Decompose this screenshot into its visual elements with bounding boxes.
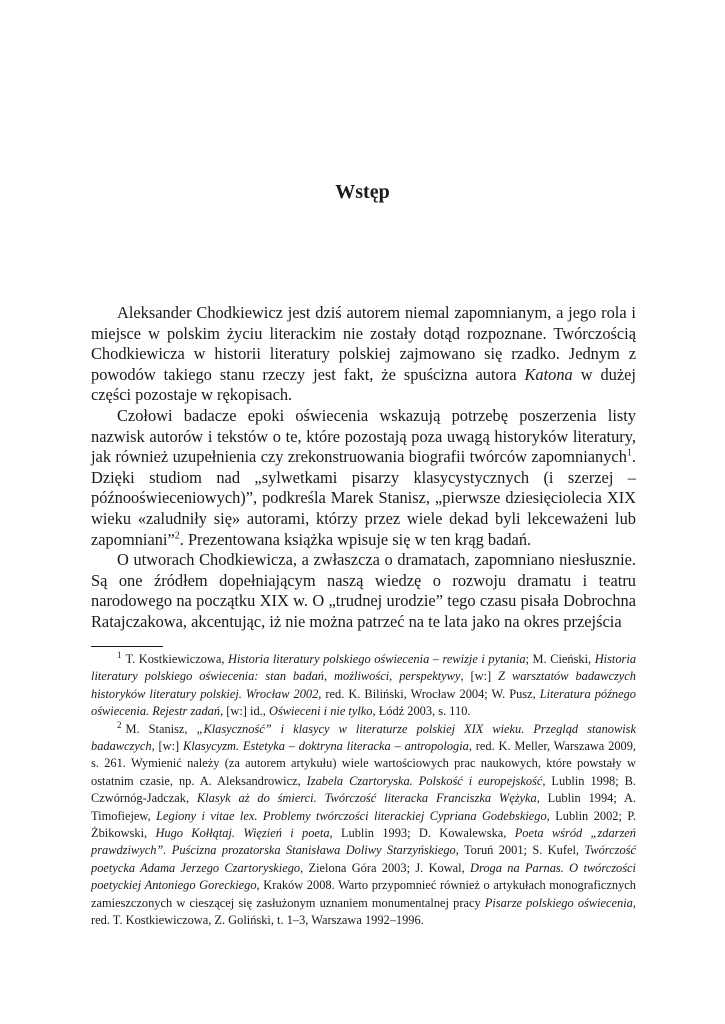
italic-text: Droga na Parnas. O twórczości poetyckiej Antoniego Goreckiego [91,860,636,893]
italic-text: Izabela Czartoryska. Polskość i europejskość [306,773,543,788]
italic-text: Pisarze polskiego oświecenia [484,895,633,910]
footnotes [91,651,636,930]
text-run: w dużej części pozostaje w rękopisach. [91,364,636,405]
text-run: , Lublin 1998; B. Czwórnóg-Jadczak, [91,773,636,806]
italic-text: Oświeceni i nie tylko [268,704,373,719]
footnote-number: 1 [117,649,122,660]
italic-text: Klasycyzm. Estetyka – doktryna literacka – antropologia [183,739,469,754]
text-run: , Kraków 2008. Warto przypomnieć również o artykułach monograficznych zamieszczonych w cieszącej się zasłużonym uznaniem monumentalnej pracy [91,878,636,910]
text-run: , red. T. Kostkiewiczowa, Z. Goliński, t. 1–3, Warszawa 1992–1996. [91,895,636,928]
text-run: , Lublin 1993; D. Kowalewska, [329,826,515,841]
italic-text: Katona [524,364,573,384]
italic-text: Twórczość poetycka Adama Jerzego Czartoryskiego [91,843,636,875]
footnote-1 [91,651,636,721]
text-run: , [w:] [151,739,183,754]
paragraph-1 [91,303,636,406]
text-run: , red. K. Meller, Warszawa 2009, s. 261. Wymienić należy (za autorem artykułu) wiele wartościowych prac naukowych, które powstały w ostatnim czasie, np. A. Aleksandrowicz, [91,739,637,788]
text-run: , [w:] id., [220,704,269,719]
main-text [91,303,636,633]
text-run: . Dzięki studiom nad „sylwetkami pisarzy klasycystycznych (i szerzej – późnooświeceniowych)”, podkreśla Marek Stanisz, „pierwsze dziesięciolecia XIX wieku «zaludniły się» autorami, którzy przez wiele dekad byli lekceważeni lub zapomniani” [91,447,636,549]
italic-text: „Klasyczność” i klasycy w literaturze polskiej XIX wieku. Przegląd stanowisk badawczych [91,721,637,754]
italic-text: Literatura późnego oświecenia. Rejestr zadań [91,686,637,719]
chapter-title: Wstęp [335,181,390,203]
footnote-separator [91,646,163,647]
footnote-2 [91,721,636,930]
italic-text: Poeta wśród „zdarzeń prawdziwych”. Puścizna prozatorska Stanisława Doliwy Starzyńskiego [91,826,636,858]
italic-text: Klasyk aż do śmierci. Twórczość literacka Franciszka Wężyka [196,791,537,806]
footnote-number: 2 [117,719,122,730]
text-run: T. Kostkiewiczowa, [125,652,228,666]
paragraph-2 [91,406,636,550]
text-run: . Prezentowana książka wpisuje się w ten krąg badań. [179,529,532,549]
text-run: , [w:] [460,669,499,684]
text-run: , Lublin 1994; A. Timofiejew, [91,791,637,823]
text-run: , Lublin 2002; P. Żbikowski, [91,808,636,841]
italic-text: Hugo Kołłątaj. Więzień i poeta [155,826,330,841]
text-run: Czołowi badacze epoki oświecenia wskazują potrzebę poszerzenia listy nazwisk autorów i tekstów o te, które pozostają poza uwagą historyków literatury, jak również uzupełnienia czy zrekonstruowania biografii twórców zapomnianych [91,405,636,467]
italic-text: Historia literatury polskiego oświecenia – rewizje i pytania [228,652,526,666]
text-run: ; M. Cieński, [525,652,595,666]
text-run: , Zielona Góra 2003; J. Kowal, [300,860,471,875]
text-run: , Toruń 2001; S. Kufel, [455,843,585,858]
text-run: , red. K. Biliński, Wrocław 2004; W. Pusz, [318,686,540,701]
text-run: O utworach Chodkiewicza, a zwłaszcza o dramatach, zapomniano niesłusznie. Są one źródłem dopełniającym naszą wiedzę o rozwoju dramatu i teatru narodowego na początku XIX w. O „trudnej urodzie” tego czasu pisała Dobrochna Ratajczakowa, akcentując, iż nie można patrzeć na te lata jako na okres przejścia [91,550,636,631]
paragraph-3 [91,550,636,632]
italic-text: Historia literatury polskiego oświecenia: stan badań, możliwości, perspektywy [91,652,637,684]
footnote-reference: 2 [174,530,180,542]
footnote-reference: 1 [626,447,632,459]
italic-text: Z warsztatów badawczych historyków literatury polskiej. Wrocław 2002 [91,669,637,701]
text-run: Aleksander Chodkiewicz jest dziś autorem niemal zapomnianym, a jego rola i miejsce w polskim życiu literackim nie zostały dotąd rozpoznane. Twórczością Chodkiewicza w historii literatury polskiej zajmowano się rzadko. Jednym z powodów takiego stanu rzeczy jest fakt, że spuścizna autora [91,303,636,384]
text-run: M. Stanisz, [125,721,197,736]
text-run: , Łódź 2003, s. 110. [372,704,471,719]
italic-text: Legiony i vitae lex. Problemy twórczości literackiej Cypriana Godebskiego [156,808,547,823]
